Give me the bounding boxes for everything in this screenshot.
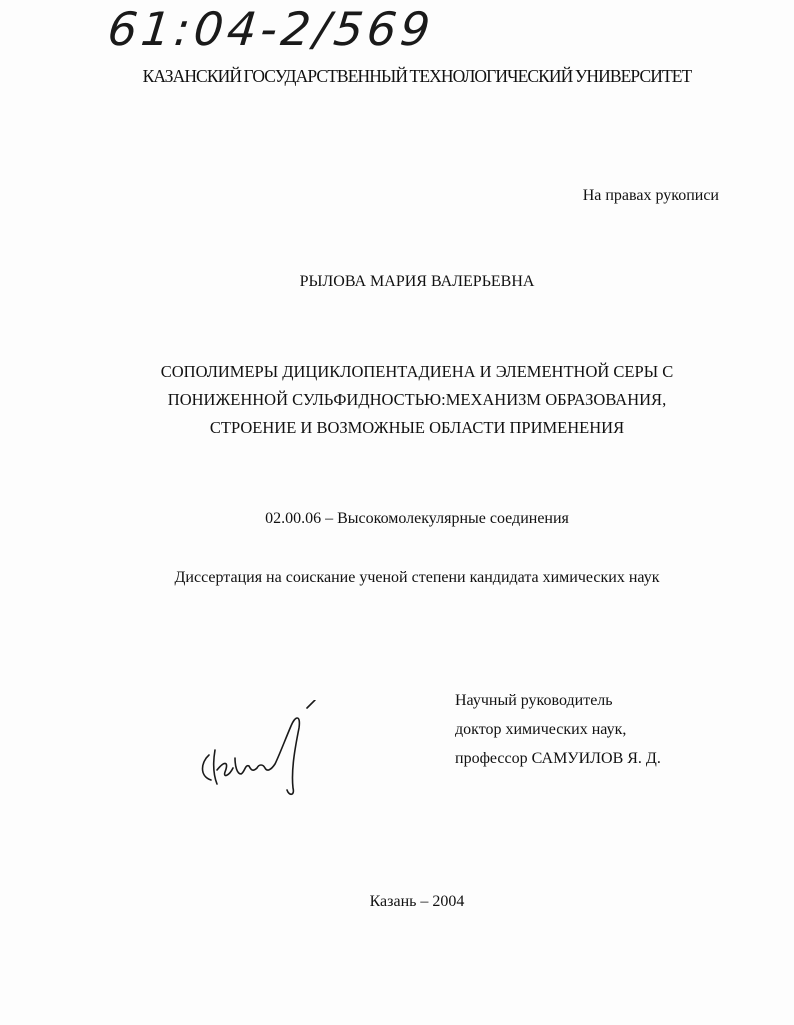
specialty-code: 02.00.06 – Высокомолекулярные соединения <box>265 510 569 527</box>
supervisor-line: доктор химических наук, <box>455 721 627 738</box>
author-name: РЫЛОВА МАРИЯ ВАЛЕРЬЕВНА <box>299 273 535 290</box>
supervisor-line: Научный руководитель <box>455 692 613 709</box>
title-line: СТРОЕНИЕ И ВОЗМОЖНЫЕ ОБЛАСТИ ПРИМЕНЕНИЯ <box>209 418 625 437</box>
dissertation-type: Диссертация на соискание ученой степени кандидата химических наук <box>174 569 660 586</box>
title-line: ПОНИЖЕННОЙ СУЛЬФИДНОСТЬЮ:МЕХАНИЗМ ОБРАЗОВАНИЯ, <box>167 390 667 409</box>
city-year: Казань – 2004 <box>369 893 465 910</box>
supervisor-line: профессор САМУИЛОВ Я. Д. <box>455 750 661 767</box>
supervisor-block <box>455 686 661 773</box>
dissertation-title <box>0 358 794 442</box>
title-line: СОПОЛИМЕРЫ ДИЦИКЛОПЕНТАДИЕНА И ЭЛЕМЕНТНОЙ СЕРЫ С <box>160 362 674 381</box>
university-name: КАЗАНСКИЙ ГОСУДАРСТВЕННЫЙ ТЕХНОЛОГИЧЕСКИЙ УНИВЕРСИТЕТ <box>142 66 692 86</box>
archive-number: 61:04-2/569 <box>105 2 437 56</box>
signature-icon <box>195 700 335 800</box>
manuscript-rights-note: На правах рукописи <box>582 187 719 204</box>
